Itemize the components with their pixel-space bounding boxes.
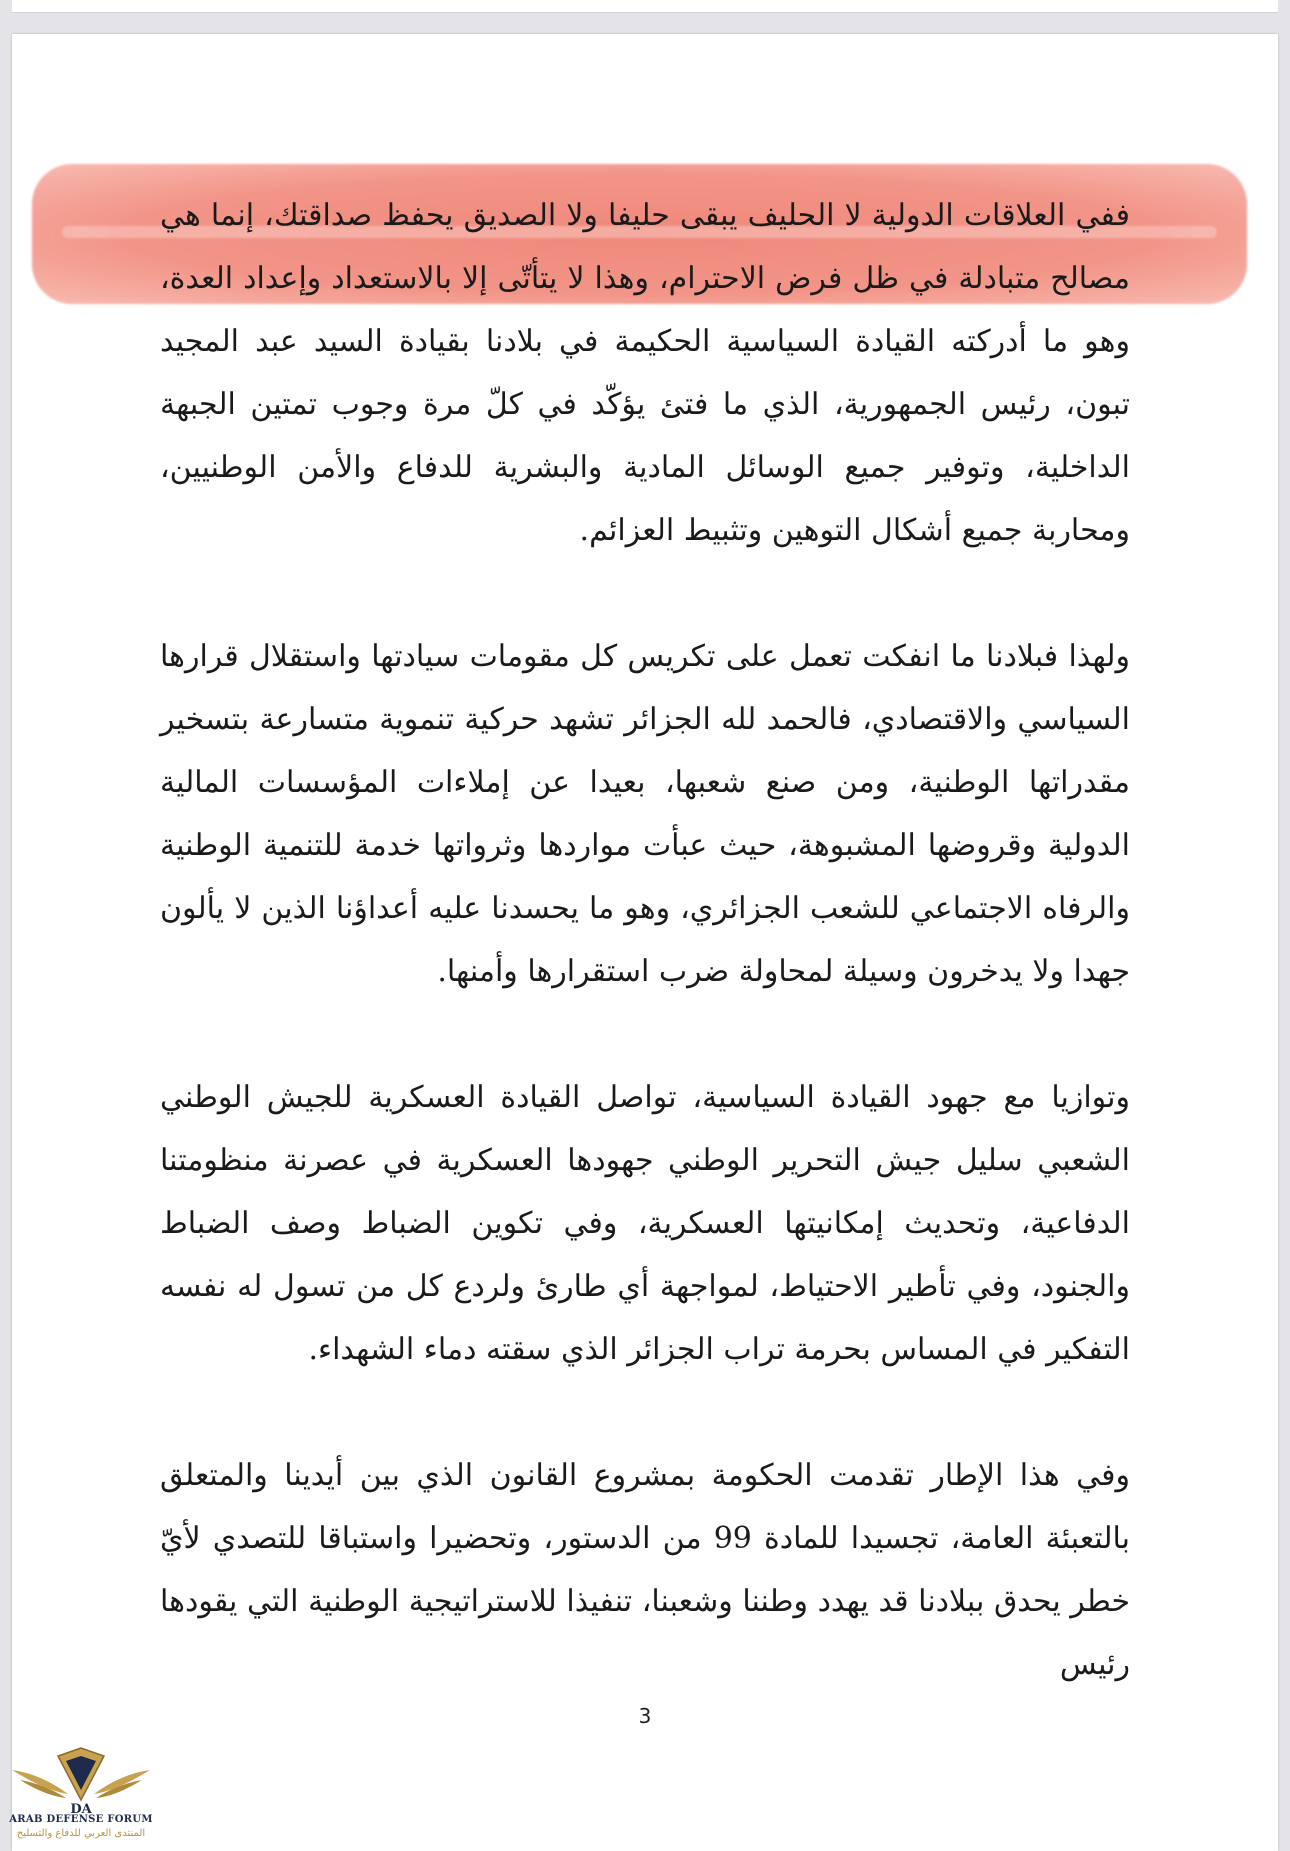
paragraph-2: ولهذا فبلادنا ما انفكت تعمل على تكريس كل مقومات سيادتها واستقلال قرارها السياسي والاقتصادي، فالحمد لله الجزائر تشهد حركية تنموية متسارعة بتسخير مقدراتها الوطنية، ومن صنع شعبها، بعيدا عن إملاءات المؤسسات المالية الدولية وقروضها المشبوهة، حيث عبأت مواردها وثرواتها خدمة للتنمية الوطنية والرفاه الاجتماعي للشعب الجزائري، وهو ما يحسدنا عليه أعداؤنا الذين لا يألون جهدا ولا يدخرون وسيلة لمحاولة ضرب استقرارها وأمنها. [160, 639, 1130, 989]
eagle-emblem-icon [6, 1740, 156, 1816]
page-number: 3 [638, 1704, 652, 1728]
body-text [160, 184, 1130, 1759]
paragraph-4: وفي هذا الإطار تقدمت الحكومة بمشروع القانون الذي بين أيدينا والمتعلق بالتعبئة العامة، تجسيدا للمادة 99 من الدستور، وتحضيرا واستباقا للتصدي لأيّ خطر يحدق ببلادنا قد يهدد وطننا وشعبنا، تنفيذا للاستراتيجية الوطنية التي يقودها رئيس [160, 1458, 1130, 1682]
logo-mark-text: DA [70, 1802, 92, 1816]
arab-defense-forum-logo [6, 1740, 156, 1848]
paragraph-1: ففي العلاقات الدولية لا الحليف يبقى حليفا ولا الصديق يحفظ صداقتك، إنما هي مصالح متبادلة في ظل فرض الاحترام، وهذا لا يتأتّى إلا بالاستعداد وإعداد العدة، وهو ما أدركته القيادة السياسية الحكيمة في بلادنا بقيادة السيد عبد المجيد تبون، رئيس الجمهورية، الذي ما فتئ يؤكّد في كلّ مرة وجوب تمتين الجبهة الداخلية، وتوفير جميع الوسائل المادية والبشرية للدفاع والأمن الوطنيين، ومحاربة جميع أشكال التوهين وتثبيط العزائم. [160, 198, 1130, 548]
logo-name-arabic: المنتدى العربي للدفاع والتسليح [16, 1828, 146, 1839]
previous-page-edge [12, 0, 1278, 13]
logo-name-english: ARAB DEFENSE FORUM [9, 1814, 153, 1825]
document-page [12, 34, 1278, 1851]
paragraph-3: وتوازيا مع جهود القيادة السياسية، تواصل القيادة العسكرية للجيش الوطني الشعبي سليل جيش التحرير الوطني جهودها العسكرية في عصرنة منظومتنا الدفاعية، وتحديث إمكانيتها العسكرية، وفي تكوين الضباط وصف الضباط والجنود، وفي تأطير الاحتياط، لمواجهة أي طارئ ولردع كل من تسول له نفسه التفكير في المساس بحرمة تراب الجزائر الذي سقته دماء الشهداء. [160, 1080, 1130, 1367]
